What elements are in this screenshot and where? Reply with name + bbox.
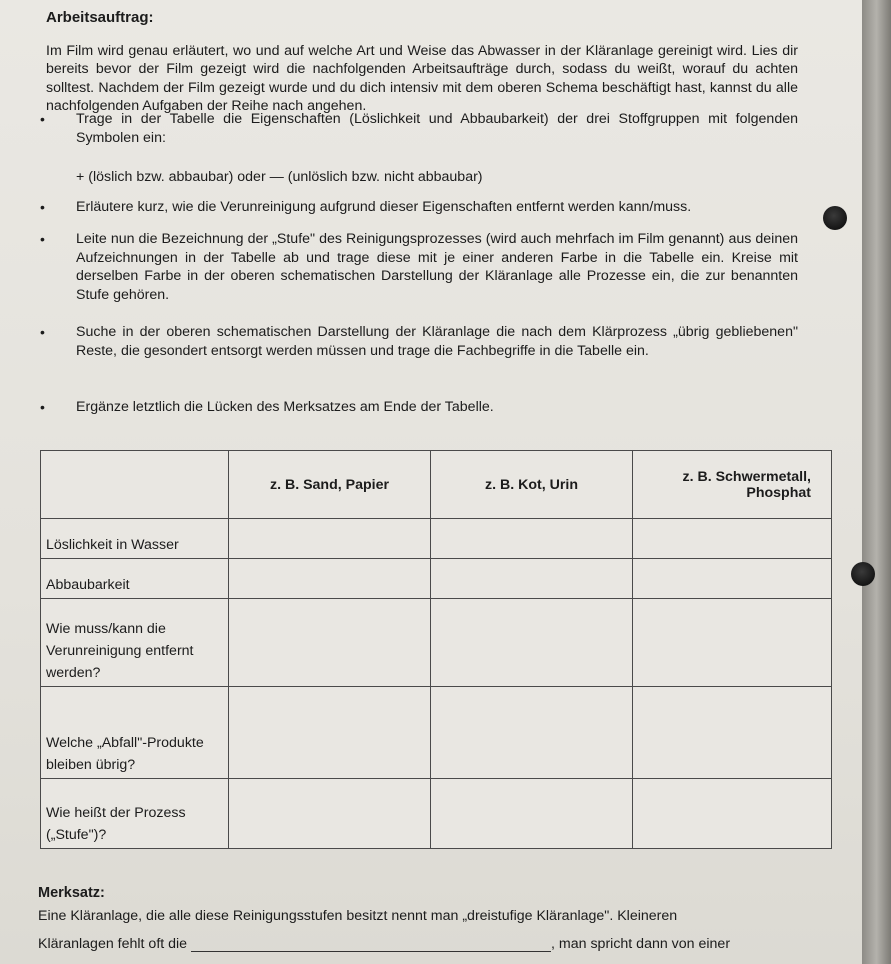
- punch-hole: [823, 206, 847, 230]
- table-row: [41, 559, 832, 599]
- properties-table: [40, 450, 832, 849]
- merksatz-heading: Merksatz:: [38, 885, 105, 901]
- answer-cell[interactable]: [431, 779, 633, 849]
- task-4: • Suche in der oberen schematischen Darstellung der Kläranlage die nach dem Klärprozess „übrig gebliebenen" Reste, die gesondert entsorgt werden müssen und trage die Fachbegriffe in die Tabelle ein.: [76, 323, 798, 360]
- header-sand-paper: z. B. Sand, Papier: [229, 451, 431, 519]
- header-heavy-metal-phosphate: z. B. Schwermetall, Phosphat: [633, 451, 832, 519]
- row-label-waste-products: Welche „Abfall"-Produkte bleiben übrig?: [41, 687, 229, 779]
- task-2: • Erläutere kurz, wie die Verunreinigung aufgrund dieser Eigenschaften entfernt werden kann/muss.: [76, 198, 798, 217]
- intro-paragraph: Im Film wird genau erläutert, wo und auf welche Art und Weise das Abwasser in der Kläranlage gereinigt wird. Lies dir bereits bevor der Film gezeigt wird die nachfolgenden Arbeitsaufträge durch, sodass du weißt, worauf du achten solltest. Nachdem der Film gezeigt wurde und du dich intensiv mit dem oberen Schema beschäftigt hast, kannst du alle nachfolgenden Aufgaben der Reihe nach angehen.: [46, 43, 798, 115]
- answer-cell[interactable]: [633, 779, 832, 849]
- punch-hole: [851, 562, 875, 586]
- task-3: • Leite nun die Bezeichnung der „Stufe" des Reinigungsprozesses (wird auch mehrfach im Film genannt) aus deinen Aufzeichnungen in der Tabelle ab und trage diese mit je einer anderen Farbe in die Tabelle ein. Kreise mit derselben Farbe in der oberen schematischen Darstellung der Kläranlage alle Prozesse ein, die zur benannten Stufe gehören.: [76, 230, 798, 304]
- table-row: [41, 519, 832, 559]
- answer-cell[interactable]: [431, 687, 633, 779]
- merksatz-line-1: Eine Kläranlage, die alle diese Reinigungsstufen besitzt nennt man „dreistufige Kläranlage". Kleineren: [38, 908, 678, 924]
- table-row: [41, 779, 832, 849]
- merksatz-line-2: [38, 936, 850, 952]
- answer-cell[interactable]: [229, 687, 431, 779]
- table-row: [41, 687, 832, 779]
- table-row: [41, 599, 832, 687]
- answer-cell[interactable]: [431, 559, 633, 599]
- row-label-degradability: Abbaubarkeit: [41, 559, 229, 599]
- answer-cell[interactable]: [633, 559, 832, 599]
- answer-cell[interactable]: [229, 559, 431, 599]
- row-label-removal: Wie muss/kann die Verunreinigung entfernt werden?: [41, 599, 229, 687]
- task-1: • Trage in der Tabelle die Eigenschaften (Löslichkeit und Abbaubarkeit) der drei Stoffgruppen mit folgenden Symbolen ein:: [76, 110, 798, 147]
- answer-cell[interactable]: [229, 779, 431, 849]
- answer-cell[interactable]: [431, 519, 633, 559]
- merksatz-line-2-end: , man spricht dann von einer: [551, 936, 731, 952]
- answer-cell[interactable]: [633, 599, 832, 687]
- assignment-heading: Arbeitsauftrag:: [46, 9, 154, 26]
- task-5: • Ergänze letztlich die Lücken des Merksatzes am Ende der Tabelle.: [76, 398, 798, 417]
- row-label-process-stage: Wie heißt der Prozess („Stufe")?: [41, 779, 229, 849]
- symbols-legend: + (löslich bzw. abbaubar) oder — (unlöslich bzw. nicht abbaubar): [76, 169, 483, 185]
- answer-cell[interactable]: [633, 519, 832, 559]
- answer-cell[interactable]: [229, 519, 431, 559]
- answer-cell[interactable]: [229, 599, 431, 687]
- page-edge: [862, 0, 891, 964]
- merksatz-blank[interactable]: [191, 937, 551, 952]
- answer-cell[interactable]: [431, 599, 633, 687]
- merksatz-line-2-start: Kläranlagen fehlt oft die: [38, 936, 188, 952]
- table-header-row: [41, 451, 832, 519]
- row-label-solubility: Löslichkeit in Wasser: [41, 519, 229, 559]
- table-corner-cell: [41, 451, 229, 519]
- header-feces-urine: z. B. Kot, Urin: [431, 451, 633, 519]
- answer-cell[interactable]: [633, 687, 832, 779]
